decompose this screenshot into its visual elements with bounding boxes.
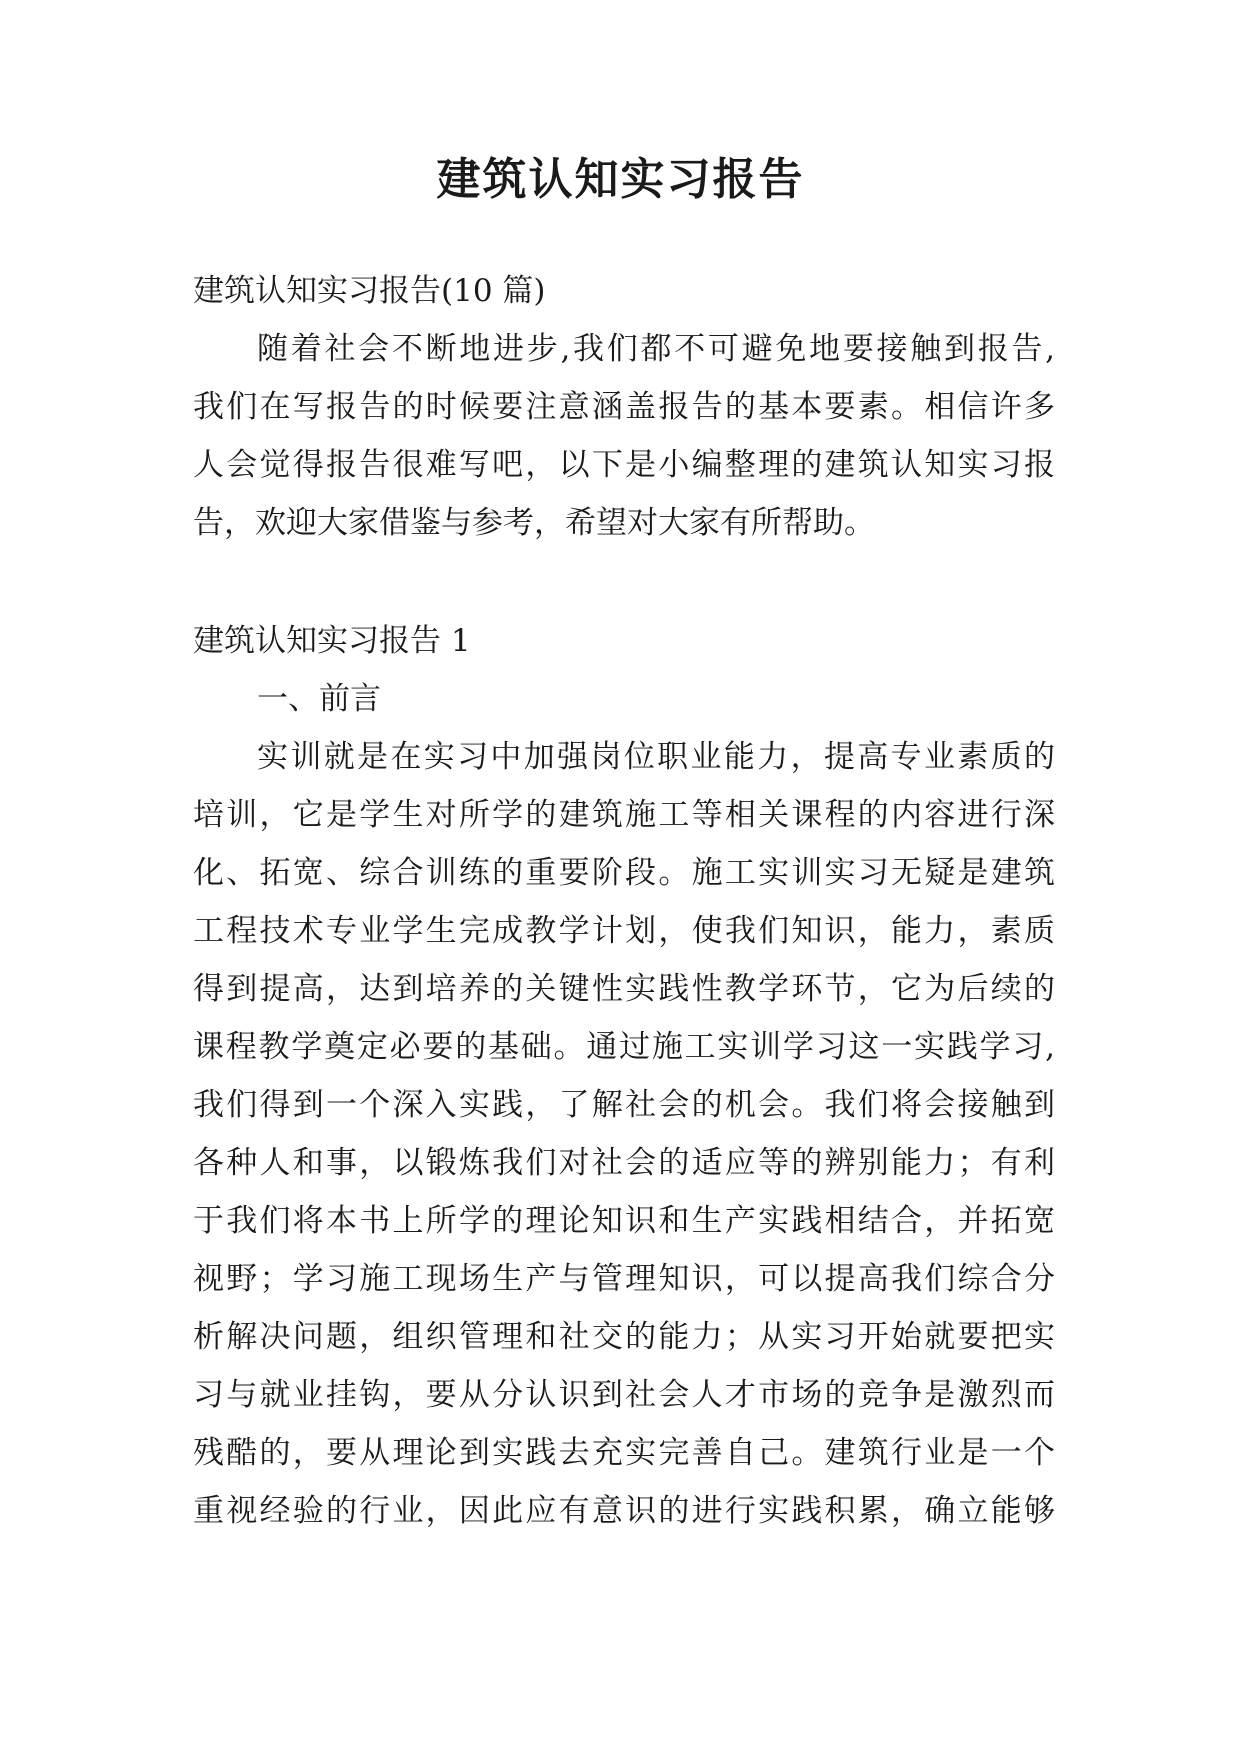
paragraph-line: 课程教学奠定必要的基础。通过施工实训学习这一实践学习, (193, 1029, 1055, 1065)
section-heading: 建筑认知实习报告 1 (193, 623, 471, 659)
paragraph-line: 得到提高，达到培养的关键性实践性教学环节，它为后续的 (193, 971, 1055, 1007)
paragraph-line: 工程技术专业学生完成教学计划，使我们知识，能力，素质 (193, 913, 1055, 949)
paragraph-line: 残酷的，要从理论到实践去充实完善自己。建筑行业是一个 (193, 1435, 1055, 1471)
document-subtitle: 建筑认知实习报告(10 篇) (193, 273, 546, 309)
paragraph-line: 告，欢迎大家借鉴与参考，希望对大家有所帮助。 (193, 505, 875, 541)
paragraph-line: 培训，它是学生对所学的建筑施工等相关课程的内容进行深 (193, 797, 1055, 833)
paragraph-line: 各种人和事，以锻炼我们对社会的适应等的辨别能力；有利 (193, 1145, 1055, 1181)
paragraph-line: 重视经验的行业，因此应有意识的进行实践积累，确立能够 (193, 1493, 1055, 1529)
paragraph-line: 人会觉得报告很难写吧，以下是小编整理的建筑认知实习报 (193, 447, 1055, 483)
section-subheading: 一、前言 (257, 681, 381, 717)
paragraph-line: 我们得到一个深入实践，了解社会的机会。我们将会接触到 (193, 1087, 1055, 1123)
paragraph-line: 析解决问题，组织管理和社交的能力；从实习开始就要把实 (193, 1319, 1055, 1355)
paragraph-line: 视野；学习施工现场生产与管理知识，可以提高我们综合分 (193, 1261, 1055, 1297)
paragraph-line: 随着社会不断地进步,我们都不可避免地要接触到报告, (257, 331, 1055, 367)
paragraph-line: 化、拓宽、综合训练的重要阶段。施工实训实习无疑是建筑 (193, 855, 1055, 891)
document-title: 建筑认知实习报告 (436, 154, 805, 205)
document-body (193, 262, 1055, 1540)
paragraph-line: 我们在写报告的时候要注意涵盖报告的基本要素。相信许多 (193, 389, 1055, 425)
paragraph-line: 于我们将本书上所学的理论知识和生产实践相结合，并拓宽 (193, 1203, 1055, 1239)
intro-paragraph (193, 320, 1055, 552)
section-paragraph (193, 728, 1055, 1540)
paragraph-line: 实训就是在实习中加强岗位职业能力，提高专业素质的 (257, 739, 1055, 775)
paragraph-line: 习与就业挂钩，要从分认识到社会人才市场的竞争是激烈而 (193, 1377, 1055, 1413)
